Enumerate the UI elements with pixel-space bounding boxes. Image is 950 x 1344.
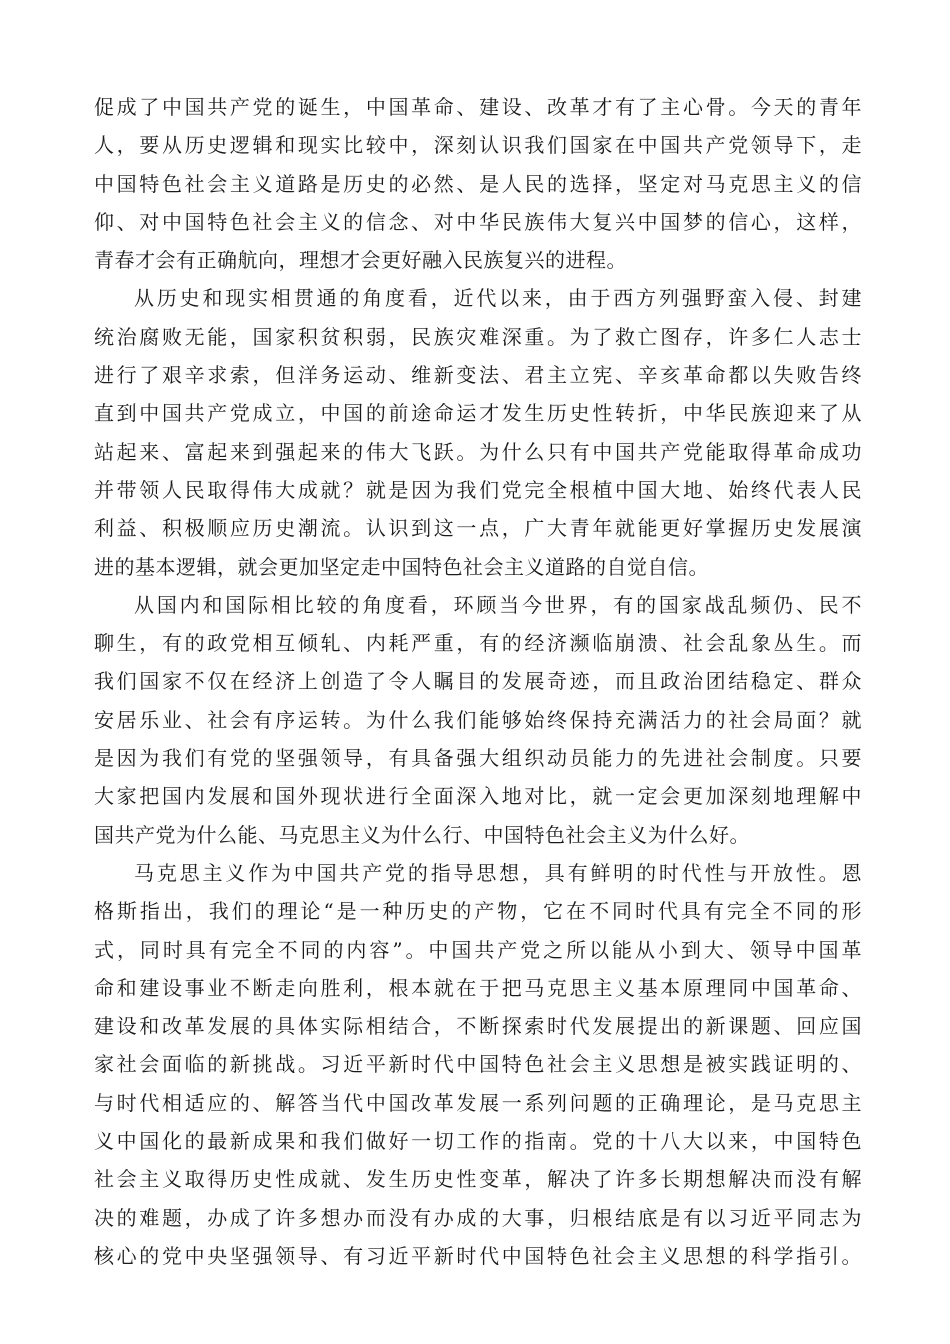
text-line: 并带领人民取得伟大成就？就是因为我们党完全根植中国大地、始终代表人民 — [94, 477, 862, 502]
text-line: 统治腐败无能，国家积贫积弱，民族灾难深重。为了救亡图存，许多仁人志士 — [94, 324, 862, 349]
text-line: 大家把国内发展和国外现状进行全面深入地对比，就一定会更加深刻地理解中 — [94, 784, 862, 809]
text-line: 式，同时具有完全不同的内容”。中国共产党之所以能从小到大、领导中国革 — [94, 937, 862, 962]
paragraph-3 — [94, 586, 862, 854]
text-line: 马克思主义作为中国共产党的指导思想，具有鲜明的时代性与开放性。恩 — [134, 860, 862, 885]
text-line: 进的基本逻辑，就会更加坚定走中国特色社会主义道路的自觉自信。 — [94, 554, 709, 579]
text-line: 社会主义取得历史性成就、发生历史性变革，解决了许多长期想解决而没有解 — [94, 1167, 862, 1192]
text-line: 安居乐业、社会有序运转。为什么我们能够始终保持充满活力的社会局面？就 — [94, 707, 862, 732]
text-line: 家社会面临的新挑战。习近平新时代中国特色社会主义思想是被实践证明的、 — [94, 1052, 862, 1077]
text-line: 从国内和国际相比较的角度看，环顾当今世界，有的国家战乱频仍、民不 — [134, 592, 862, 617]
text-line: 青春才会有正确航向，理想才会更好融入民族复兴的进程。 — [94, 248, 627, 273]
text-line: 站起来、富起来到强起来的伟大飞跃。为什么只有中国共产党能取得革命成功 — [94, 439, 862, 464]
text-line: 直到中国共产党成立，中国的前途命运才发生历史性转折，中华民族迎来了从 — [94, 401, 862, 426]
text-line: 是因为我们有党的坚强领导，有具备强大组织动员能力的先进社会制度。只要 — [94, 746, 862, 771]
paragraph-1 — [94, 88, 862, 279]
text-line: 利益、积极顺应历史潮流。认识到这一点，广大青年就能更好掌握历史发展演 — [94, 516, 862, 541]
paragraph-4 — [94, 854, 862, 1275]
text-line: 国共产党为什么能、马克思主义为什么行、中国特色社会主义为什么好。 — [94, 822, 750, 847]
text-line: 建设和改革发展的具体实际相结合，不断探索时代发展提出的新课题、回应国 — [94, 1014, 862, 1039]
text-line: 仰、对中国特色社会主义的信念、对中华民族伟大复兴中国梦的信心，这样， — [94, 209, 862, 234]
text-line: 义中国化的最新成果和我们做好一切工作的指南。党的十八大以来，中国特色 — [94, 1129, 862, 1154]
text-line: 核心的党中央坚强领导、有习近平新时代中国特色社会主义思想的科学指引。 — [94, 1243, 862, 1268]
text-line: 命和建设事业不断走向胜利，根本就在于把马克思主义基本原理同中国革命、 — [94, 975, 862, 1000]
text-line: 与时代相适应的、解答当代中国改革发展一系列问题的正确理论，是马克思主 — [94, 1090, 862, 1115]
text-line: 决的难题，办成了许多想办而没有办成的大事，归根结底是有以习近平同志为 — [94, 1205, 862, 1230]
text-line: 进行了艰辛求索，但洋务运动、维新变法、君主立宪、辛亥革命都以失败告终 — [94, 363, 862, 388]
text-line: 中国特色社会主义道路是历史的必然、是人民的选择，坚定对马克思主义的信 — [94, 171, 862, 196]
text-line: 我们国家不仅在经济上创造了令人瞩目的发展奇迹，而且政治团结稳定、群众 — [94, 669, 862, 694]
text-line: 人，要从历史逻辑和现实比较中，深刻认识我们国家在中国共产党领导下，走 — [94, 133, 862, 158]
paragraph-2 — [94, 279, 862, 585]
text-line: 从历史和现实相贯通的角度看，近代以来，由于西方列强野蛮入侵、封建 — [134, 286, 862, 311]
document-page — [94, 88, 862, 1275]
text-line: 促成了中国共产党的诞生，中国革命、建设、改革才有了主心骨。今天的青年 — [94, 95, 862, 119]
text-line: 格斯指出，我们的理论“是一种历史的产物，它在不同时代具有完全不同的形 — [94, 899, 862, 924]
text-line: 聊生，有的政党相互倾轧、内耗严重，有的经济濒临崩溃、社会乱象丛生。而 — [94, 631, 862, 656]
